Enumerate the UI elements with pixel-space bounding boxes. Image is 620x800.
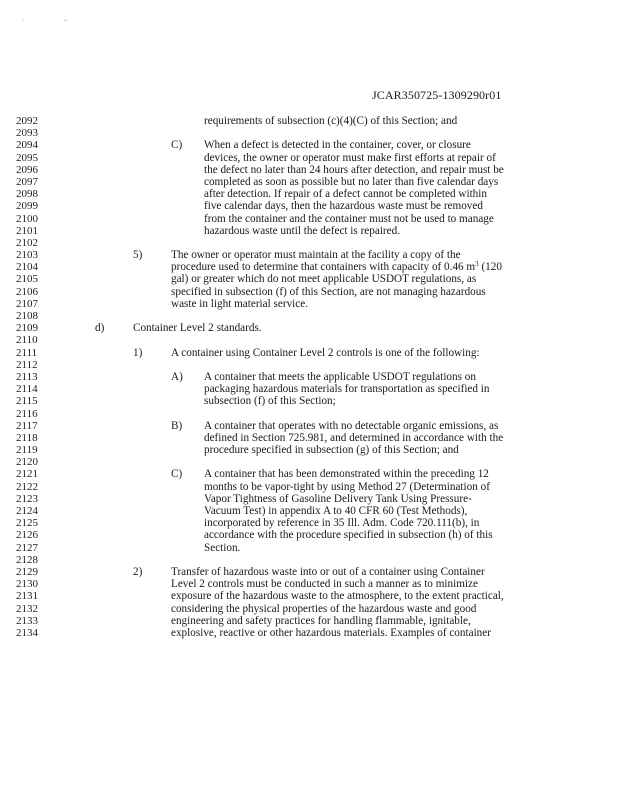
line-text: packaging hazardous materials for transportation as specified in	[204, 383, 490, 396]
document-line	[0, 164, 620, 176]
list-marker: C)	[171, 468, 183, 481]
line-text: subsection (f) of this Section;	[204, 395, 336, 408]
line-number: 2106	[16, 285, 38, 298]
line-number: 2110	[16, 334, 38, 347]
line-text: incorporated by reference in 35 Ill. Adm. Code 720.111(b), in	[204, 517, 480, 530]
line-number: 2108	[16, 310, 38, 322]
document-line	[0, 139, 620, 151]
document-line	[0, 286, 620, 298]
line-number: 2104	[16, 261, 38, 274]
document-line	[0, 529, 620, 541]
document-line	[0, 200, 620, 212]
document-line	[0, 322, 620, 334]
line-number: 2092	[16, 115, 38, 127]
line-text: defined in Section 725.981, and determined in accordance with the	[204, 431, 504, 444]
line-number: 2107	[16, 297, 38, 310]
line-number: 2100	[16, 212, 38, 225]
line-number: 2109	[16, 322, 38, 335]
document-line	[0, 273, 620, 285]
scan-artifact-mark: ''	[64, 18, 68, 28]
document-line	[0, 566, 620, 578]
document-line	[0, 627, 620, 639]
line-number: 2134	[16, 626, 38, 639]
line-number: 2124	[16, 505, 38, 517]
list-marker: d)	[95, 322, 105, 335]
document-line	[0, 408, 620, 420]
line-number: 2114	[16, 383, 38, 396]
line-text: When a defect is detected in the container, cover, or closure	[204, 139, 471, 152]
line-number: 2101	[16, 224, 38, 237]
line-number: 2094	[16, 139, 38, 152]
line-text: from the container and the container must not be used to manage	[204, 212, 494, 225]
line-text: devices, the owner or operator must make first efforts at repair of	[204, 151, 496, 164]
document-line	[0, 371, 620, 383]
line-text: Container Level 2 standards.	[133, 322, 262, 335]
line-number: 2095	[16, 151, 38, 164]
line-text: waste in light material service.	[171, 297, 308, 310]
document-line	[0, 310, 620, 322]
line-text: hazardous waste until the defect is repaired.	[204, 224, 401, 237]
document-line	[0, 127, 620, 139]
line-number: 2097	[16, 175, 38, 188]
line-number: 2130	[16, 578, 38, 591]
line-number: 2116	[16, 407, 38, 420]
document-line	[0, 554, 620, 566]
document-line	[0, 517, 620, 529]
line-number: 2111	[16, 346, 38, 359]
document-line	[0, 225, 620, 237]
document-line	[0, 603, 620, 615]
line-number: 2098	[16, 188, 38, 201]
line-number: 2102	[16, 236, 38, 249]
line-number: 2123	[16, 492, 38, 505]
line-text: months to be vapor-tight by using Method 27 (Determination of	[204, 480, 490, 493]
document-line	[0, 395, 620, 407]
line-number: 2120	[16, 456, 38, 469]
document-line	[0, 213, 620, 225]
document-line	[0, 468, 620, 480]
line-number: 2105	[16, 273, 38, 286]
list-marker: 1)	[133, 346, 143, 359]
document-line	[0, 505, 620, 517]
line-number: 2121	[16, 468, 38, 481]
line-text: Section.	[204, 541, 241, 554]
line-text: Level 2 controls must be conducted in such a manner as to minimize	[171, 578, 478, 591]
line-number: 2118	[16, 431, 38, 444]
document-line	[0, 481, 620, 493]
line-text: A container using Container Level 2 controls is one of the following:	[171, 346, 480, 359]
list-marker: B)	[171, 419, 183, 432]
line-number: 2093	[16, 127, 38, 140]
line-number: 2126	[16, 529, 38, 542]
document-line	[0, 115, 620, 127]
line-text: considering the physical properties of the hazardous waste and good	[171, 602, 477, 615]
line-number: 2127	[16, 541, 38, 554]
line-number: 2129	[16, 565, 38, 578]
line-number: 2103	[16, 249, 38, 262]
line-text: A container that operates with no detectable organic emissions, as	[204, 419, 499, 432]
document-line	[0, 590, 620, 602]
line-text: engineering and safety practices for handling flammable, ignitable,	[171, 614, 471, 627]
line-number: 2117	[16, 419, 38, 432]
document-line	[0, 542, 620, 554]
document-line	[0, 261, 620, 273]
document-line	[0, 456, 620, 468]
line-number: 2099	[16, 200, 38, 213]
list-marker: C)	[171, 139, 183, 152]
list-marker: 5)	[133, 249, 143, 262]
line-number: 2125	[16, 517, 38, 530]
document-line	[0, 493, 620, 505]
line-text: Vapor Tightness of Gasoline Delivery Tank Using Pressure-	[204, 492, 472, 505]
line-text: explosive, reactive or other hazardous materials. Examples of container	[171, 626, 491, 639]
document-line	[0, 432, 620, 444]
document-line	[0, 152, 620, 164]
line-number: 2119	[16, 444, 38, 457]
line-text: five calendar days, then the hazardous waste must be removed	[204, 200, 483, 213]
document-line	[0, 359, 620, 371]
line-number: 2115	[16, 395, 38, 408]
line-text: after detection. If repair of a defect cannot be completed within	[204, 188, 487, 201]
line-number: 2122	[16, 480, 38, 493]
line-text: exposure of the hazardous waste to the atmosphere, to the extent practical,	[171, 590, 504, 603]
line-text: A container that has been demonstrated within the preceding 12	[204, 468, 489, 481]
superscript: 3	[475, 260, 479, 269]
line-text: The owner or operator must maintain at the facility a copy of the	[171, 249, 461, 262]
line-text: Vacuum Test) in appendix A to 40 CFR 60 (Test Methods),	[204, 505, 468, 517]
document-line	[0, 383, 620, 395]
list-marker: 2)	[133, 565, 143, 578]
line-text: completed as soon as possible but no later than five calendar days	[204, 175, 499, 188]
document-line	[0, 298, 620, 310]
line-text: accordance with the procedure specified in subsection (h) of this	[204, 529, 493, 542]
document-line	[0, 249, 620, 261]
line-text: the defect no later than 24 hours after detection, and repair must be	[204, 163, 504, 176]
numbered-text-body	[0, 115, 620, 639]
line-text: gal) or greater which do not meet applicable USDOT regulations, as	[171, 273, 477, 286]
line-text: procedure used to determine that containers with capacity of 0.46 $m^3$ (120	[171, 260, 502, 274]
document-line	[0, 176, 620, 188]
document-line	[0, 347, 620, 359]
line-number: 2112	[16, 358, 38, 371]
document-line	[0, 334, 620, 346]
line-number: 2128	[16, 553, 38, 566]
document-line	[0, 420, 620, 432]
line-number: 2131	[16, 590, 38, 603]
document-line	[0, 578, 620, 590]
document-line	[0, 615, 620, 627]
line-text: Transfer of hazardous waste into or out of a container using Container	[171, 565, 485, 578]
line-text: requirements of subsection (c)(4)(C) of this Section; and	[204, 115, 458, 127]
scan-artifact-mark: '	[22, 18, 24, 28]
document-id-header: JCAR350725-1309290r01	[372, 88, 502, 102]
line-number: 2113	[16, 370, 38, 383]
line-text: procedure specified in subsection (g) of this Section; and	[204, 444, 459, 457]
document-line	[0, 237, 620, 249]
list-marker: A)	[171, 370, 183, 383]
line-number: 2096	[16, 163, 38, 176]
line-text: specified in subsection (f) of this Section, are not managing hazardous	[171, 285, 486, 298]
line-number: 2132	[16, 602, 38, 615]
document-line	[0, 444, 620, 456]
line-number: 2133	[16, 614, 38, 627]
line-text: A container that meets the applicable USDOT regulations on	[204, 370, 476, 383]
document-line	[0, 188, 620, 200]
